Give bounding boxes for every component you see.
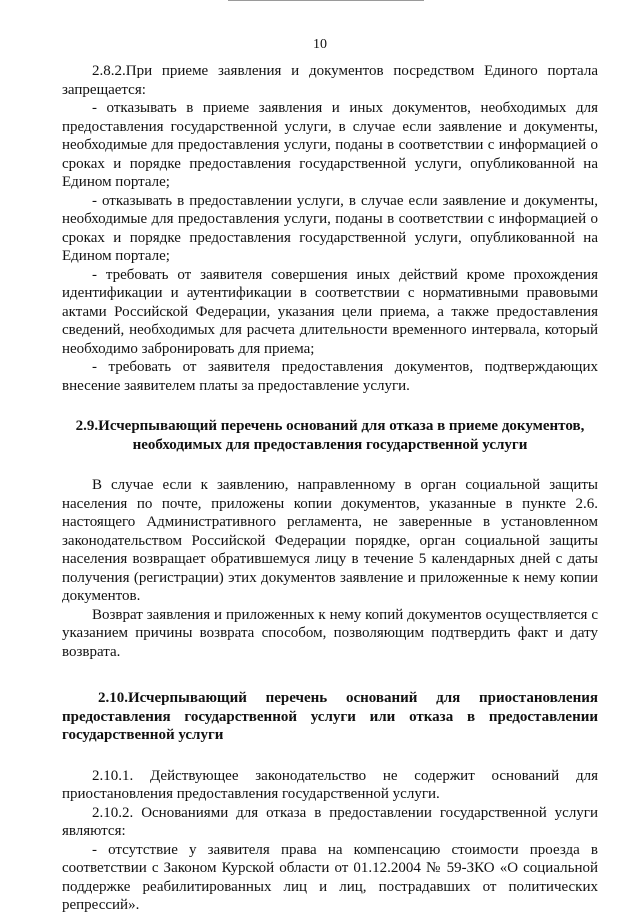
page-number: 10 (313, 37, 327, 52)
section-2-9-heading: 2.9.Исчерпывающий перечень оснований для отказа в приеме документов, необходимых для предоставления государственной услуги (75, 418, 585, 453)
prohibition-item: - требовать от заявителя предоставления документов, подтверждающих внесение заявителем платы за предоставление услуги. (62, 359, 598, 394)
spacer (62, 395, 598, 417)
prohibition-item: - отказывать в приеме заявления и иных документов, необходимых для предоставления государственной услуги, в случае если заявление и документы, необходимые для предоставления услуги, поданы в соответствии с информацией о сроках и порядке предоставления государственной услуги, опубликованной на Едином портале; (62, 100, 598, 190)
top-rule (228, 0, 424, 1)
prohibition-item: - требовать от заявителя совершения иных действий кроме прохождения идентификации и аутентификации в соответствии с нормативными правовыми актами Российской Федерации, указания цели приема, а также предоставления сведений, необходимых для расчета длительности временного интервала, который необходимо забронировать для приема; (62, 266, 598, 357)
spacer (62, 661, 598, 689)
spacer (62, 454, 598, 476)
refusal-ground-item: - отсутствие у заявителя права на компенсацию стоимости проезда в соответствии с Законом Курской области от 01.12.2004 № 59-ЗКО «О социальной поддержке реабилитированных лиц и лиц, пострадавших от политических репрессий». (62, 841, 598, 913)
section-2-10-heading: 2.10.Исчерпывающий перечень оснований для приостановления предоставления государственной услуги или отказа в предоставлении государственной услуги (62, 690, 598, 743)
section-2-9-paragraph: Возврат заявления и приложенных к нему копий документов осуществляется с указанием причины возврата способом, позволяющим подтвердить факт и дату возврата. (62, 606, 598, 660)
section-2-10-2-paragraph: 2.10.2. Основаниями для отказа в предоставлении государственной услуги являются: (62, 804, 598, 839)
page-content (62, 62, 598, 915)
section-2-10-1-paragraph: 2.10.1. Действующее законодательство не содержит оснований для приостановления предоставления государственной услуги. (62, 767, 598, 802)
section-2-8-2-intro: 2.8.2.При приеме заявления и документов посредством Единого портала запрещается: (62, 63, 598, 98)
prohibition-item: - отказывать в предоставлении услуги, в случае если заявление и документы, необходимые для предоставления услуги, поданы в соответствии с информацией о сроках и порядке предоставления государственной услуги, опубликованной на Едином портале; (62, 192, 598, 264)
spacer (62, 745, 598, 767)
section-2-9-paragraph: В случае если к заявлению, направленному в орган социальной защиты населения по почте, приложены копии документов, указанные в пункте 2.6. настоящего Административного регламента, не заверенные в установленном законодательством Российской Федерации порядке, орган социальной защиты населения возвращает обратившемуся лицу в течение 5 календарных дней с даты получения (регистрации) этих документов заявление и приложенные к нему копии документов. (62, 477, 598, 604)
